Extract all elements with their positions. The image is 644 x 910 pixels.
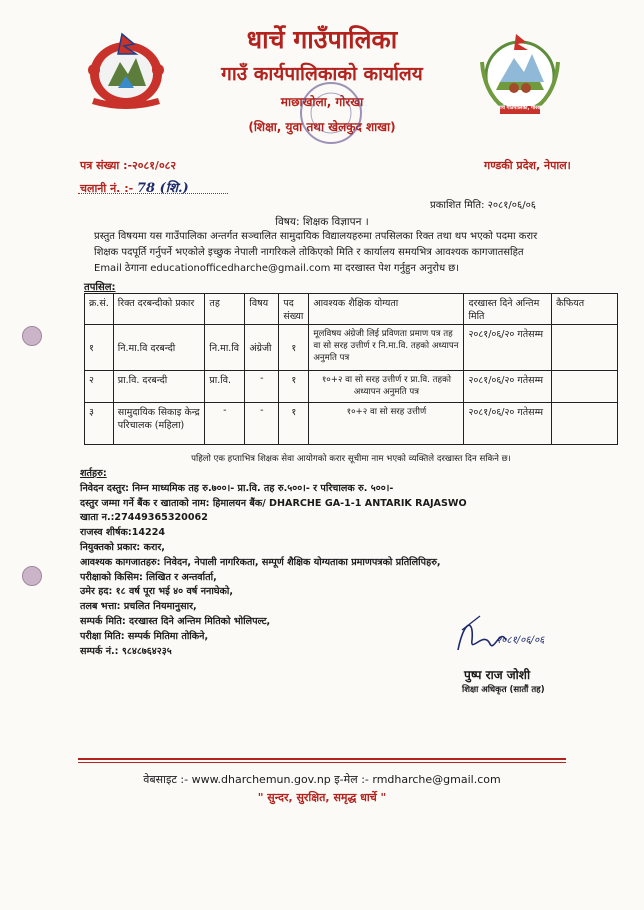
intro-line: शिक्षक पदपूर्ति गर्नुपर्ने भएकोले इच्छुक नेपाली नागरिकले तोकिएको मिति र कार्यालय समयभित्र आवश्यक कागजातसहित xyxy=(94,247,524,258)
table-row xyxy=(85,325,618,371)
letter-number xyxy=(80,158,176,173)
punch-hole-icon xyxy=(22,566,42,586)
terms-item: तलब भत्ता: प्रचलित नियमानुसार, xyxy=(80,601,197,613)
signatory-name: पुष्प राज जोशी xyxy=(464,668,531,682)
cell-remarks xyxy=(552,325,618,371)
emblem-caption: धार्चे गाउँपालिका, गोरखा xyxy=(497,105,543,111)
intro-line: Email ठेगाना educationofficedharche@gmail.com मा दरखास्त पेश गर्नुहुन अनुरोध छ। xyxy=(94,263,460,274)
header-cell: दरखास्त दिने अन्तिम मिति xyxy=(464,294,552,325)
letter-number-label: पत्र संख्या :- xyxy=(80,159,133,172)
terms-item: निवेदन दस्तुर: निम्न माध्यमिक तह रु.७००।- प्रा.वि. तह रु.५००।- र परिचालक रु. ५००।- xyxy=(80,482,394,494)
dispatch-number-value: 78 (शि.) xyxy=(137,181,189,196)
cell-level: नि.मा.वि xyxy=(205,325,245,371)
terms-item: आवश्यक कागजातहरु: निवेदन, नेपाली नागरिकता, सम्पूर्ण शैक्षिक योग्यताका प्रमाणपत्रको प्रतिलिपिहरु, xyxy=(80,556,441,568)
cell-sn: १ xyxy=(85,325,114,371)
cell-level: प्रा.वि. xyxy=(205,371,245,403)
terms-item: खाता न.:27449365320062 xyxy=(80,512,208,524)
header-cell: पद संख्या xyxy=(279,294,309,325)
punch-hole-icon xyxy=(22,326,42,346)
terms-item: उमेर हद: १८ वर्ष पूरा भई ४० वर्ष ननाघेको, xyxy=(80,586,233,598)
header-cell: विषय xyxy=(245,294,279,325)
header-cell: कैफियत xyxy=(552,294,618,325)
cell-type: सामुदायिक सिकाइ केन्द्र परिचालक (महिला) xyxy=(113,403,205,445)
office-name: धार्चे गाउँपालिका xyxy=(246,25,398,54)
header-cell: रिक्त दरबन्दीको प्रकार xyxy=(113,294,205,325)
terms-item: सम्पर्क मिति: दरखास्त दिने अन्तिम मितिको भोलिपल्ट, xyxy=(80,615,271,627)
cell-subject: अंग्रेजी xyxy=(245,325,279,371)
cell-remarks xyxy=(552,403,618,445)
cell-qualification: १०+२ वा सो सरह उत्तीर्ण xyxy=(309,403,464,445)
table-note: पहिलो एक हप्ताभित्र शिक्षक सेवा आयोगको करार सूचीमा नाम भएको व्यक्तिले दरखास्त दिन सकिने छ। xyxy=(191,454,511,464)
table-label: तपसिल: xyxy=(84,282,116,293)
cell-count: १ xyxy=(279,403,309,445)
office-location: माछाखोला, गोरखा xyxy=(280,95,364,109)
cell-remarks xyxy=(552,371,618,403)
terms-item: दस्तुर जम्मा गर्ने बैंक र खाताको नाम: हिमालयन बैंक/ DHARCHE GA-1-1 ANTARIK RAJASWO xyxy=(80,497,467,509)
cell-level: - xyxy=(205,403,245,445)
cell-deadline: २०८१/०६/२० गतेसम्म xyxy=(464,371,552,403)
cell-sn: २ xyxy=(85,371,114,403)
footer-contact: वेबसाइट :- www.dharchemun.gov.np इ-मेल :- rmdharche@gmail.com xyxy=(143,773,501,786)
cell-type: नि.मा.वि दरबन्दी xyxy=(113,325,205,371)
terms-heading: शर्तहरु: xyxy=(80,468,107,479)
cell-subject: - xyxy=(245,403,279,445)
subject-line: विषय: शिक्षक विज्ञापन । xyxy=(275,216,369,228)
letter-number-value: २०८१/०८२ xyxy=(132,159,177,172)
header-cell: तह xyxy=(205,294,245,325)
header-cell: क्र.सं. xyxy=(85,294,114,325)
footer-divider xyxy=(78,762,566,763)
cell-qualification: मूलविषय अंग्रेजी लिई प्रविणता प्रमाण पत्र तह वा सो सरह उत्तीर्ण र नि.मा.वि. तहको अध्यापन अनुमति पत्र xyxy=(309,325,464,371)
terms-item: नियुक्तको प्रकार: करार, xyxy=(80,541,165,553)
footer-slogan: " सुन्दर, सुरक्षित, समृद्ध धार्चे " xyxy=(257,791,387,804)
intro-line: प्रस्तुत विषयमा यस गाउँपालिका अन्तर्गत सञ्चालित सामुदायिक विद्यालयहरुमा तपसिलका रिक्त तथा थप भएको पदमा करार xyxy=(94,231,538,242)
table-header-row xyxy=(85,294,618,325)
terms-item: राजस्व शीर्षक:14224 xyxy=(80,527,166,539)
terms-item: परीक्षाको किसिम: लिखित र अन्तर्वार्ता, xyxy=(80,571,217,583)
office-title: गाउँ कार्यपालिकाको कार्यालय xyxy=(221,63,423,85)
footer-divider xyxy=(78,758,566,760)
table-row xyxy=(85,403,618,445)
reference-divider xyxy=(78,193,228,194)
intro-paragraph xyxy=(94,229,564,277)
published-date: प्रकाशित मिति: २०८१/०६/०६ xyxy=(430,200,536,211)
vacancy-table xyxy=(84,293,618,445)
signatory-designation: शिक्षा अधिकृत (सातौं तह) xyxy=(462,685,545,695)
office-section: (शिक्षा, युवा तथा खेलकुद शाखा) xyxy=(248,120,396,134)
dispatch-number-label: चलानी नं. :- xyxy=(80,182,134,195)
cell-type: प्रा.वि. दरबन्दी xyxy=(113,371,205,403)
cell-sn: ३ xyxy=(85,403,114,445)
cell-deadline: २०८१/०६/२० गतेसम्म xyxy=(464,325,552,371)
signature-date: २०८१/०६/०६ xyxy=(496,635,545,646)
cell-count: १ xyxy=(279,325,309,371)
cell-qualification: १०+२ वा सो सरह उत्तीर्ण र प्रा.वि. तहको अध्यापन अनुमति पत्र xyxy=(309,371,464,403)
table-row xyxy=(85,371,618,403)
terms-item: सम्पर्क नं.: ९८४८७६४२३५ xyxy=(80,645,172,657)
cell-subject: - xyxy=(245,371,279,403)
header-cell: आवश्यक शैक्षिक योग्यता xyxy=(309,294,464,325)
province: गण्डकी प्रदेश, नेपाल। xyxy=(484,159,571,172)
terms-item: परीक्षा मिति: सम्पर्क मितिमा तोकिने, xyxy=(80,630,209,642)
cell-deadline: २०८१/०६/२० गतेसम्म xyxy=(464,403,552,445)
cell-count: १ xyxy=(279,371,309,403)
official-stamp-icon xyxy=(298,80,364,146)
